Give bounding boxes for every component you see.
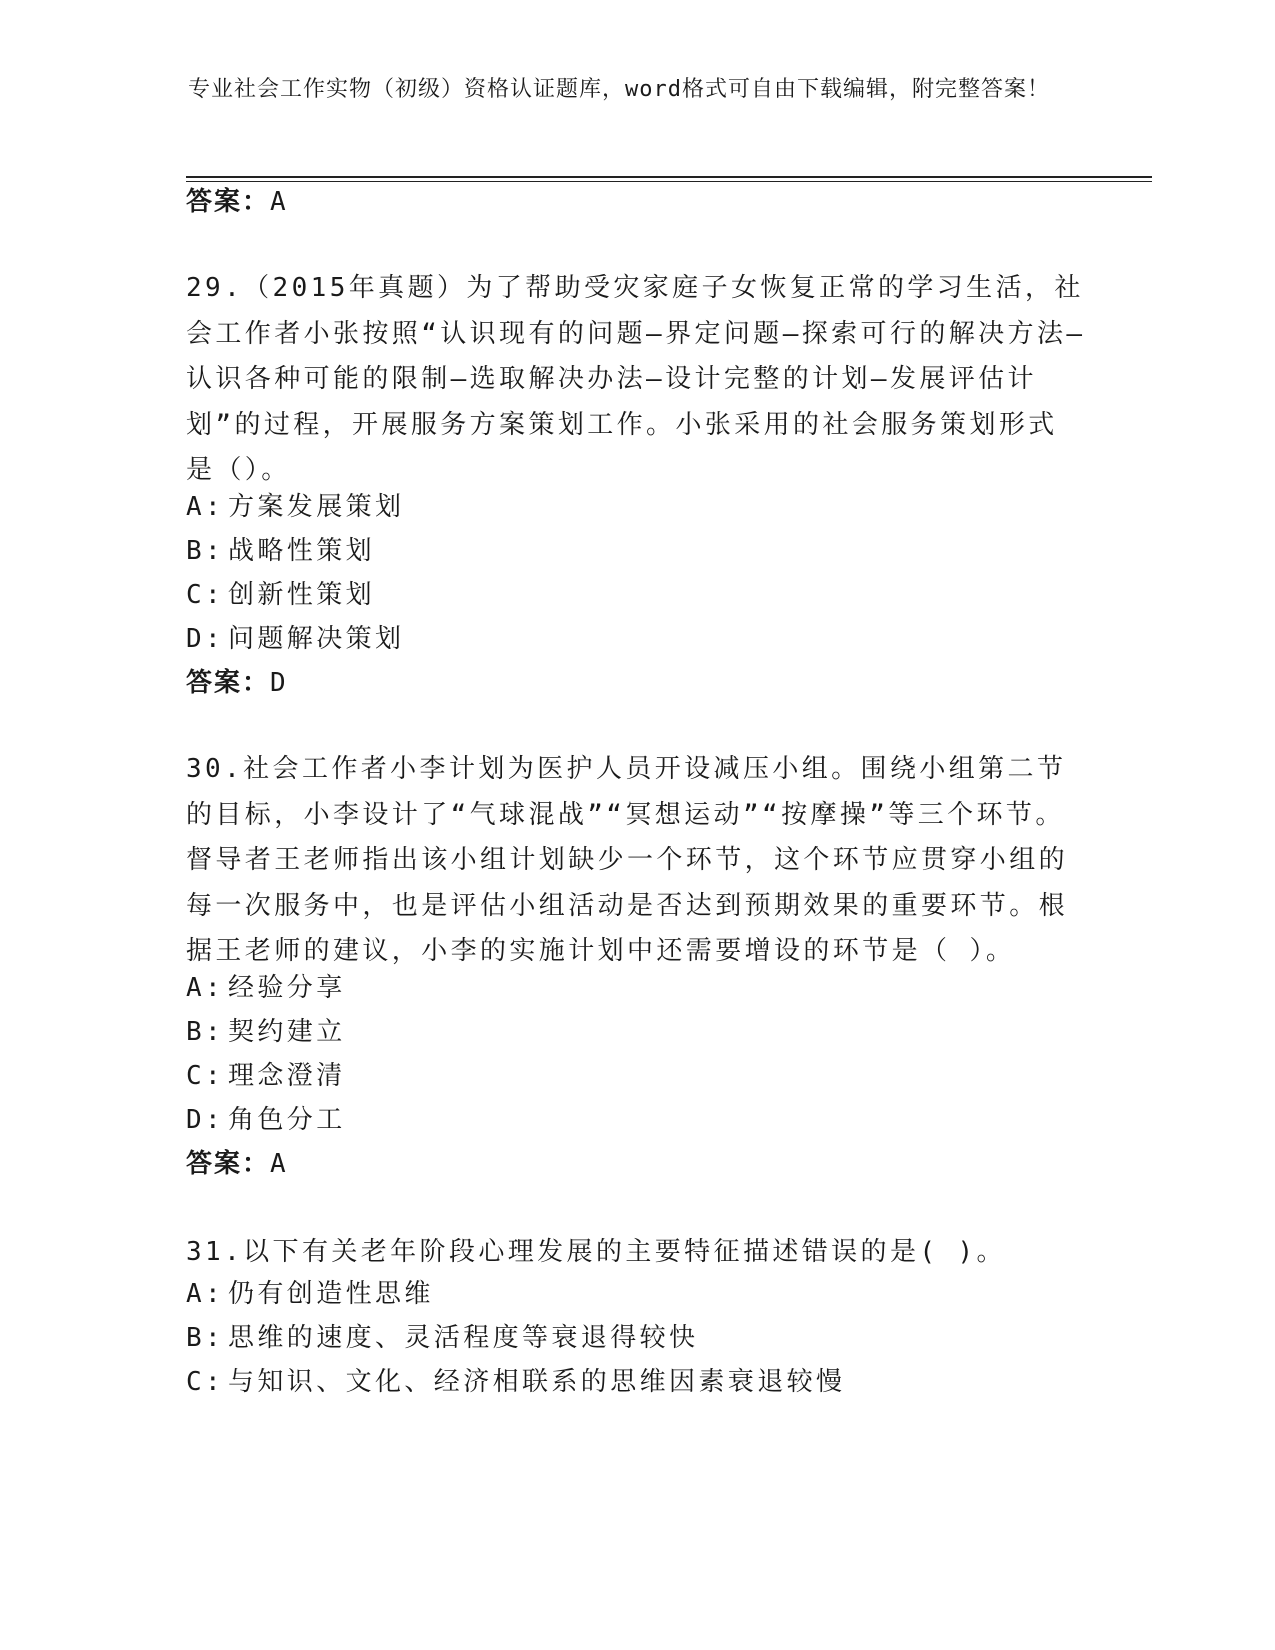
question-31-option-a [186,1278,434,1310]
question-29-text: 29.（2015年真题）为了帮助受灾家庭子女恢复正常的学习生活，社会工作者小张按照“认识现有的问题—界定问题—探索可行的解决方法—认识各种可能的限制—选取解决办法—设计完整的计划—发展评估计划”的过程，开展服务方案策划工作。小张采用的社会服务策划形式是（）。 [186,273,1086,485]
option-text: 战略性策划 [228,536,376,566]
question-30-option-d [186,1104,346,1136]
option-text: 契约建立 [228,1017,346,1047]
question-29-answer [186,667,288,699]
option-text: 方案发展策划 [228,492,405,522]
option-text: 经验分享 [228,973,346,1003]
option-key: C: [186,580,225,610]
option-text: 角色分工 [228,1105,346,1135]
answer-value: A [270,1149,288,1179]
question-30-text: 30.社会工作者小李计划为医护人员开设减压小组。围绕小组第二节的目标，小李设计了“气球混战”“冥想运动”“按摩操”等三个环节。督导者王老师指出该小组计划缺少一个环节，这个环节应贯穿小组的每一次服务中，也是评估小组活动是否达到预期效果的重要环节。根据王老师的建议，小李的实施计划中还需要增设的环节是（ ）。 [186,754,1069,966]
question-29-option-d [186,623,404,655]
question-30-answer [186,1148,288,1180]
question-29-option-a [186,491,404,523]
option-key: A: [186,492,225,522]
option-key: A: [186,973,225,1003]
answer-value: A [270,187,288,217]
answer-label: 答案： [186,1149,271,1179]
option-text: 思维的速度、灵活程度等衰退得较快 [228,1323,699,1353]
option-key: B: [186,536,225,566]
option-key: B: [186,1017,225,1047]
option-text: 创新性策划 [228,580,376,610]
header-divider-thin [186,181,1152,182]
answer-label: 答案： [186,668,271,698]
answer-line [186,186,288,218]
option-key: D: [186,1105,225,1135]
option-key: D: [186,624,225,654]
question-30-option-a [186,972,346,1004]
answer-value: D [270,668,288,698]
question-29-option-b [186,535,375,567]
option-key: C: [186,1367,225,1397]
question-31-option-c [186,1366,845,1398]
option-text: 与知识、文化、经济相联系的思维因素衰退较慢 [228,1367,846,1397]
option-text: 问题解决策划 [228,624,405,654]
question-30-option-c [186,1060,346,1092]
option-text: 仍有创造性思维 [228,1279,434,1309]
page-header: 专业社会工作实物（初级）资格认证题库，word格式可自由下载编辑，附完整答案！ [188,77,1050,102]
option-text: 理念澄清 [228,1061,346,1091]
question-31-option-b [186,1322,698,1354]
option-key: A: [186,1279,225,1309]
answer-label: 答案： [186,187,271,217]
option-key: B: [186,1323,225,1353]
header-divider [186,176,1152,178]
question-31-text: 31.以下有关老年阶段心理发展的主要特征描述错误的是( )。 [186,1237,1006,1267]
question-29-option-c [186,579,375,611]
option-key: C: [186,1061,225,1091]
question-30-option-b [186,1016,346,1048]
